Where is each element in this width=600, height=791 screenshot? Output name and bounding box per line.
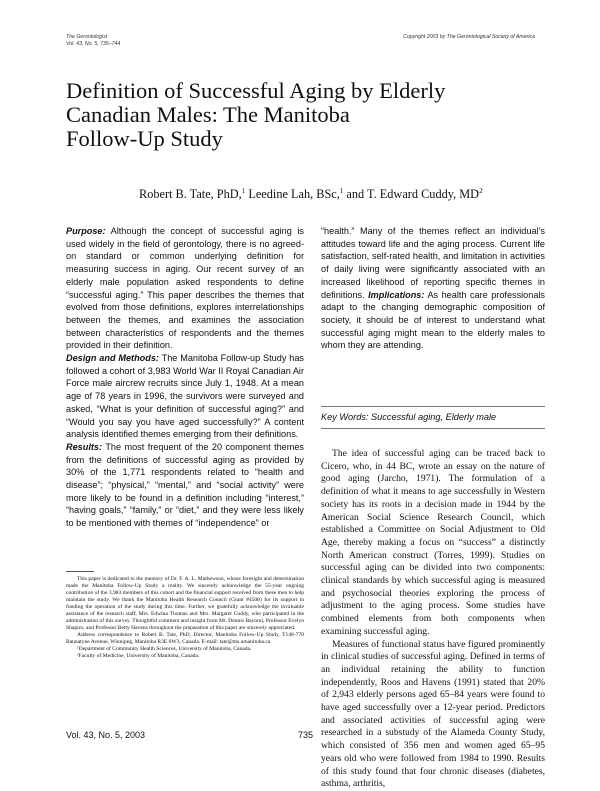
abstract-purpose: [66, 225, 304, 352]
abstract-right: [321, 225, 545, 352]
footer-issue: Vol. 43, No. 5, 2003: [66, 730, 146, 740]
footnote-affiliation-1: ¹Department of Community Health Sciences, University of Manitoba, Canada.: [77, 646, 252, 652]
affiliation-mark-1: 1: [241, 187, 246, 195]
results-text: The most frequent of the 20 component themes from the definitions of successful aging as provided by 30% of the 1,771 respondents related to “health and disease”; “physical,” “mental,” and “social activity” were more likely to be found in a definition including “interest,” “having goals,” “family,” or “diet,” and they were less likely to be mentioned with themes of “independence” or: [66, 441, 304, 529]
author-tate: Robert B. Tate, PhD,: [139, 187, 242, 202]
author-list: [139, 184, 483, 201]
affiliation-mark-1b: 1: [339, 187, 344, 195]
footnote-affiliation-2: ²Faculty of Medicine, University of Manitoba, Canada.: [77, 653, 200, 659]
title-line-3: Follow-Up Study: [66, 126, 223, 151]
footnote-correspondence: Address correspondence to Robert B. Tate, PhD, Director, Manitoba Follow-Up Study, T148-770 Bannatyne Avenue, Winnipeg, Manitoba R3E 0W3, Canada. E-mail: tate@ms.umanitoba.ca: [66, 632, 304, 645]
body-text: [321, 448, 545, 791]
continued-text: “health.” Many of the themes reflect an individual’s attitudes toward life and the aging process. Current life satisfaction, self-rated health, and limitation in activities of daily living were significantly associated with an increased likelihood of reporting specific themes in definitions.: [321, 226, 545, 300]
affiliation-mark-2: 2: [479, 187, 483, 195]
purpose-label: Purpose:: [66, 226, 106, 236]
abstract-left: [66, 225, 304, 530]
footnote-dedication: This paper is dedicated to the memory of Dr. F. A. L. Mathewson, whose foresight and determination made the Manitoba Follow-Up Study a reality. We sincerely acknowledge the 55-year ongoing contribution of the 3,983 members of this cohort and the financial support received from these men to help maintain the study. We thank the Manitoba Health Research Council (Grant #4508) for its support in funding the operation of the study during this time. Further, we gratefully acknowledge the invaluable assistance of the research staff, Mrs. Edwina Thomas and Mrs. Margaret Cuddy, who participated in the administration of this survey. Thoughtful comment and insight from Mr. Dennis Bayomi, Professor Evelyn Shapiro, and Professor Betty Havens throughout the preparation of this paper are sincerely appreciated.: [66, 576, 304, 631]
author-cuddy: and T. Edward Cuddy, MD: [346, 187, 480, 202]
title-line-1: Definition of Successful Aging by Elderly: [66, 78, 446, 103]
page-number: 735: [298, 730, 314, 740]
body-paragraph-1: The idea of successful aging can be traced back to Cicero, who, in 44 BC, wrote an essay on the nature of good aging (Jarcho, 1971). The formulation of a definition of what it means to age successfully in Western society has its roots in a decision made in 1944 by the American Social Science Research Council, which established a Committee on Social Adjustment to Old Age, thereby making a focus on “success” a distinctly North American construct (Torres, 1999). Studies on successful aging can be divided into two components: clinical standards by which successful aging is measured and psychosocial theories exploring the process of adjustment to the aging process. Some studies have combined elements from both components when examining successful aging.: [321, 448, 545, 637]
implications-text: As health care professionals adapt to the changing demographic composition of society, it should be of interest to understand what successful aging might mean to the elderly males to whom they are attending.: [321, 289, 545, 351]
title-line-2: Canadian Males: The Manitoba: [66, 102, 350, 127]
purpose-text: Although the concept of successful aging is used widely in the field of gerontology, there is no agreed-on standard or common underlying definition for measuring success in aging. Our recent survey of an elderly male population asked respondents to define “successful aging.” This paper describes the themes that evolved from those definitions, explores interrelationships between the themes, and examines the association between characteristics of respondents and the themes provided in their definition.: [66, 226, 304, 351]
body-paragraph-2: Measures of functional status have figured prominently in clinical studies of successful aging. Defined in terms of an individual retaining the ability to function independently, Roos and Havens (1991) stated that 20% of 2,943 elderly persons aged 65–84 years were found to have aged successfully over a 12-year period. Predictors and associated activities of successful aging were researched in a substudy of the Alameda County Study, which consisted of 356 men and women aged 65–95 years old who were followed from 1984 to 1990. Results of this study found that four chronic diseases (diabetes, asthma, arthritis,: [321, 638, 545, 790]
page-title: [66, 79, 546, 151]
abstract-results: [66, 441, 304, 530]
volume-pages: Vol. 43, No. 5, 735–744: [66, 40, 121, 47]
design-label: Design and Methods:: [66, 353, 159, 364]
author-lah: Leedine Lah, BSc,: [248, 187, 340, 202]
copyright-notice: Copyright 2003 by The Gerontological Society of America: [403, 34, 535, 40]
footnotes: [66, 576, 304, 660]
keywords-rule-bottom: [321, 428, 545, 429]
journal-name: The Gerontologist: [66, 34, 108, 40]
results-label: Results:: [66, 441, 103, 452]
abstract-continued: [321, 225, 545, 352]
footnote-separator: [66, 571, 94, 572]
keywords-rule-top: [321, 406, 545, 407]
keywords: Key Words: Successful aging, Elderly male: [321, 412, 497, 422]
journal-header: [66, 34, 120, 47]
abstract-design: [66, 352, 304, 441]
implications-label: Implications:: [368, 289, 425, 300]
design-text: The Manitoba Follow-up Study has followed a cohort of 3,983 World War II Royal Canadian Air Force male aircrew recruits since July 1, 1948. At a mean age of 78 years in 1996, the survivors were surveyed and asked, “What is your definition of successful aging?” and “Would you say you have aged successfully?” A content analysis identified themes emerging from their definitions.: [66, 353, 304, 440]
